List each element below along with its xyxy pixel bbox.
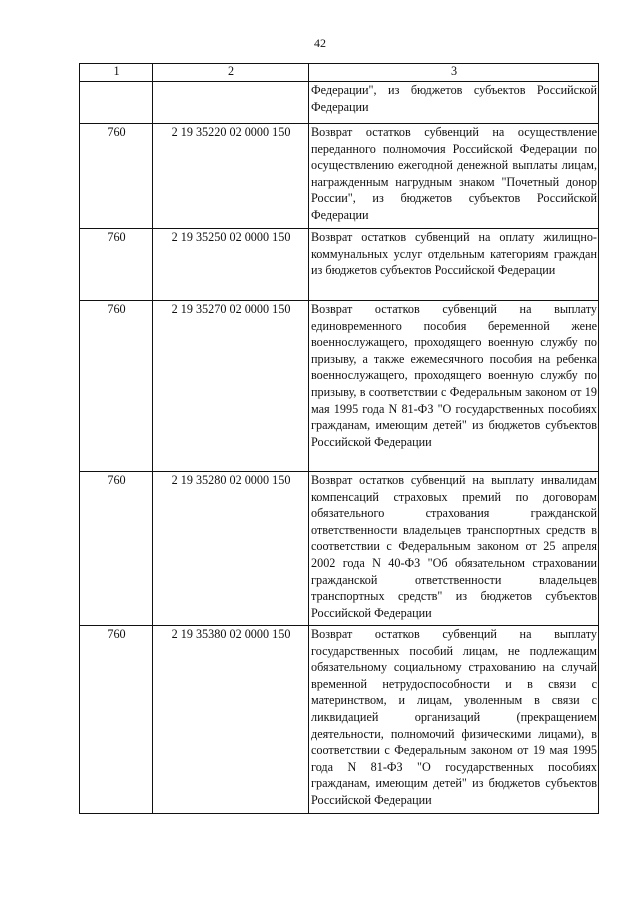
table-row-continuation (80, 82, 599, 124)
admin-code-cell: 760 (80, 229, 153, 301)
table-row (80, 472, 599, 626)
table-row (80, 626, 599, 814)
column-header-3: 3 (309, 64, 599, 82)
table-row (80, 301, 599, 472)
classification-code-cell: 2 19 35270 02 0000 150 (153, 301, 309, 472)
table-row (80, 124, 599, 229)
description-cell: Возврат остатков субвенций на осуществление переданного полномочия Российской Федерации по осуществлению ежегодной денежной выплаты лицам, награжденным нагрудным знаком "Почетный донор России", из бюджетов субъектов Российской Федерации (309, 124, 599, 229)
description-cell: Федерации", из бюджетов субъектов Российской Федерации (309, 82, 599, 124)
table-row (80, 229, 599, 301)
classification-code-cell: 2 19 35380 02 0000 150 (153, 626, 309, 814)
page-number: 42 (314, 36, 326, 50)
description-cell: Возврат остатков субвенций на выплату единовременного пособия беременной жене военнослужащего, проходящего военную службу по призыву, а также ежемесячного пособия на ребенка военнослужащего, проходящего военную службу по призыву, в соответствии с Федеральным законом от 19 мая 1995 года N 81-ФЗ "О государственных пособиях гражданам, имеющим детей" из бюджетов субъектов Российской Федерации (309, 301, 599, 472)
admin-code-cell: 760 (80, 301, 153, 472)
classification-code-cell: 2 19 35220 02 0000 150 (153, 124, 309, 229)
table-header-row (80, 64, 599, 82)
description-cell: Возврат остатков субвенций на оплату жилищно-коммунальных услуг отдельным категориям граждан из бюджетов субъектов Российской Федерации (309, 229, 599, 301)
admin-code-cell: 760 (80, 626, 153, 814)
description-cell: Возврат остатков субвенций на выплату государственных пособий лицам, не подлежащим обязательному социальному страхованию на случай временной нетрудоспособности и в связи с материнством, и лицам, уволенным в связи с ликвидацией организаций (прекращением деятельности, полномочий физическими лицами), в соответствии с Федеральным законом от 19 мая 1995 года N 81-ФЗ "О государственных пособиях гражданам, имеющим детей" из бюджетов субъектов Российской Федерации (309, 626, 599, 814)
column-header-1: 1 (80, 64, 153, 82)
classification-code-cell: 2 19 35250 02 0000 150 (153, 229, 309, 301)
admin-code-cell: 760 (80, 472, 153, 626)
classification-code-cell (153, 82, 309, 124)
classification-code-cell: 2 19 35280 02 0000 150 (153, 472, 309, 626)
admin-code-cell (80, 82, 153, 124)
admin-code-cell: 760 (80, 124, 153, 229)
revenue-code-table (79, 63, 599, 814)
column-header-2: 2 (153, 64, 309, 82)
description-cell: Возврат остатков субвенций на выплату инвалидам компенсаций страховых премий по договорам обязательного страхования гражданской ответственности владельцев транспортных средств в соответствии с Федеральным законом от 25 апреля 2002 года N 40-ФЗ "Об обязательном страховании гражданской ответственности владельцев транспортных средств" из бюджетов субъектов Российской Федерации (309, 472, 599, 626)
